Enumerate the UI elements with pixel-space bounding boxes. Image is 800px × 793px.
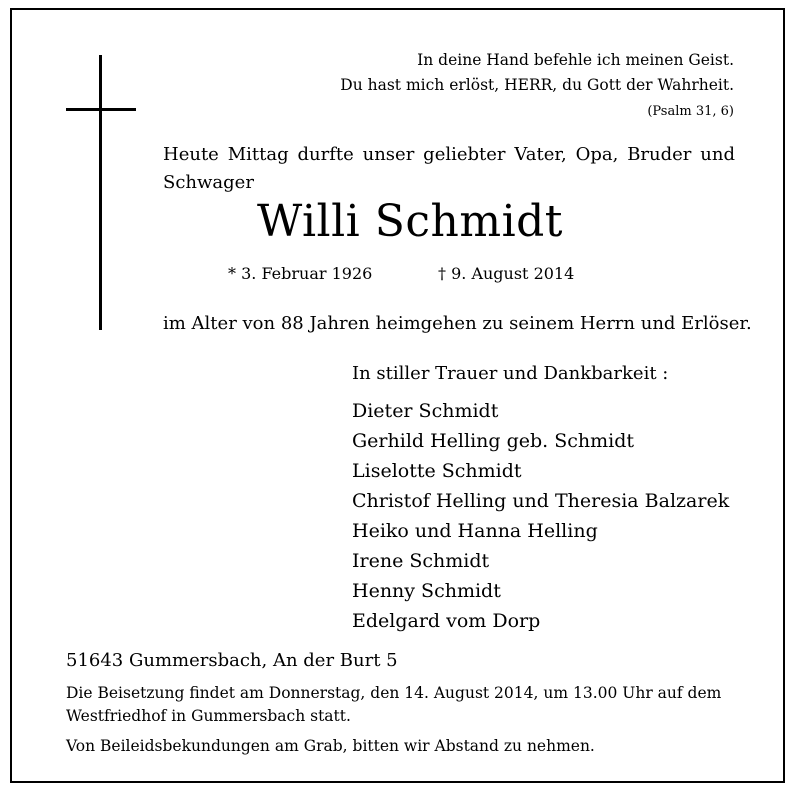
condolence-note: Von Beileidsbekundungen am Grab, bitten wir Abstand zu nehmen. xyxy=(66,737,595,755)
address: 51643 Gummersbach, An der Burt 5 xyxy=(66,650,398,671)
verse-line-1: In deine Hand befehle ich meinen Geist. xyxy=(417,51,734,69)
mourner-item: Liselotte Schmidt xyxy=(352,460,522,482)
birth-date: * 3. Februar 1926 xyxy=(228,264,373,283)
mourner-item: Henny Schmidt xyxy=(352,580,501,602)
cross-horizontal-bar xyxy=(66,108,136,111)
mourner-item: Gerhild Helling geb. Schmidt xyxy=(352,430,635,452)
verse-reference: (Psalm 31, 6) xyxy=(647,104,734,119)
mourner-item: Heiko und Hanna Helling xyxy=(352,520,598,542)
age-text: im Alter von 88 Jahren heimgehen zu seinem Herrn und Erlöser. xyxy=(163,313,752,334)
verse-line-2: Du hast mich erlöst, HERR, du Gott der Wahrheit. xyxy=(340,76,734,94)
funeral-info: Die Beisetzung findet am Donnerstag, den 14. August 2014, um 13.00 Uhr auf dem Westfriedhof in Gummersbach statt. xyxy=(66,684,722,725)
mourner-item: Irene Schmidt xyxy=(352,550,490,572)
mourner-item: Christof Helling und Theresia Balzarek xyxy=(352,490,730,512)
death-date: † 9. August 2014 xyxy=(438,264,575,283)
cross-vertical-bar xyxy=(99,55,102,330)
mourner-item: Dieter Schmidt xyxy=(352,400,499,422)
mourners-list xyxy=(352,396,729,636)
intro-text: Heute Mittag durfte unser geliebter Vater, Opa, Bruder und Schwager xyxy=(163,144,735,193)
mourning-heading: In stiller Trauer und Dankbarkeit : xyxy=(352,363,669,384)
mourner-item: Edelgard vom Dorp xyxy=(352,610,541,632)
deceased-name: Willi Schmidt xyxy=(257,196,563,247)
